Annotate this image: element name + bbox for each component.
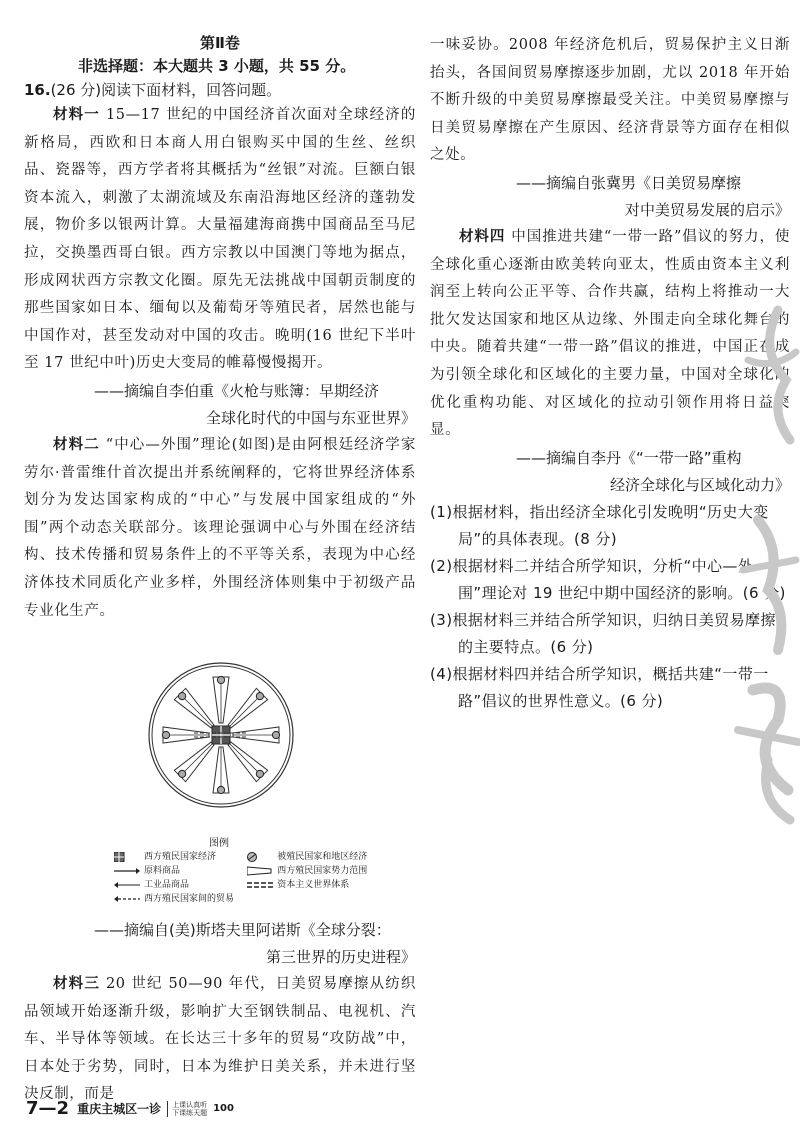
material-4-text: 中国推进共建“一带一路”倡议的努力，使全球化重心逐渐由欧美转向亚太，性质由资本主义利润至上转向公正平等、合作共赢，结构上将推动一大批欠发达国家和地区从边缘、外围走向全球化舞台的中央。随着共建“一带一路”倡议的推进，中国正在成为引领全球化和区域化的主要力量，中国对全球化的优化重构功能、对区域化的拉动引领作用将日益突显。	[430, 228, 790, 439]
colony-circle	[217, 786, 224, 793]
material-3-source-line1: ——摘编自张冀男《日美贸易摩擦	[516, 173, 742, 192]
material-1-text: 15—17 世纪的中国经济首次面对全球经济的新格局，西欧和日本商人用白银购买中国的生丝、丝织品、瓷器等，西方学者将其概括为“丝银”对流。巨额白银资本流入，刺激了太湖流域及东南沿海地区经济的蓬勃发展，物价多以银两计算。大量福建海商携中国商品至马尼拉，交换墨西哥白银。西方宗教以中国澳门等地为据点，形成网状西方宗教文化圈。原先无法挑战中国朝贡制度的那些国家如日本、缅甸以及葡萄牙等殖民者，居然也能与中国作对，甚至发动对中国的攻击。晚明(16 世纪下半叶至 17 世纪中叶)历史大变局的帷幕慢慢揭开。	[24, 107, 416, 372]
legend-item-sphere: 西方殖民国家势力范围	[247, 865, 416, 878]
wedge-icon	[247, 866, 273, 876]
legend-item-industrial: 工业品商品	[114, 879, 247, 892]
subquestion-4: (4)根据材料四并结合所学知识，概括共建“一带一路”倡议的世界性意义。(6 分)	[430, 664, 769, 710]
material-3	[24, 971, 416, 1109]
material-2-source-line2: 第三世界的历史进程》	[265, 948, 416, 967]
material-1-source-line1: ——摘编自李伯重《火枪与账簿：早期经济	[94, 381, 380, 400]
material-1	[24, 102, 416, 378]
page-number: 7—2	[26, 1098, 70, 1119]
subquestion-3: (3)根据材料三并结合所学知识，归纳日美贸易摩擦的主要特点。(6 分)	[430, 610, 776, 656]
footer-slogan: 上课认真听 下课练天题	[167, 1101, 207, 1117]
legend-item-colonized: 被殖民国家和地区经济	[247, 851, 416, 864]
material-1-label: 材料一	[53, 107, 100, 123]
arrow-icon	[114, 866, 140, 876]
goods-flow-line	[229, 744, 257, 772]
diagram-legend	[114, 837, 416, 917]
colony-circle	[272, 731, 279, 738]
dotted-arrow-icon	[114, 894, 140, 904]
material-3-text-left: 20 世纪 50—90 年代，日美贸易摩擦从纺织品领域开始逐渐升级，影响扩大至钢铁制品、电视机、汽车、半导体等领域。在长达三十多年的贸易“攻防战”中，日本处于劣势，同时，日本为维护日美关系，并未进行坚决反制，而是	[24, 976, 416, 1103]
material-4-source-line1: ——摘编自李丹《“一带一路”重构	[516, 448, 742, 467]
subquestion-1: (1)根据材料，指出经济全球化引发晚明“历史大变局”的具体表现。(8 分)	[430, 502, 769, 548]
material-2-text: “中心—外围”理论(如图)是由阿根廷经济学家劳尔·普雷维什首次提出并系统阐释的，它将世界经济体系划分为发达国家构成的“中心”与发展中国家组成的“外围”两个动态关联部分。该理论强调中心与外围在经济结构、技术传播和贸易条件上的不平等关系，表现为中心经济体技术同质化产业多样，外围经济体则集中于初级产品专业化生产。	[24, 436, 416, 619]
diagram-svg	[146, 637, 296, 837]
legend-item-system: 资本主义世界体系	[247, 879, 416, 892]
subquestion-2: (2)根据材料二并结合所学知识，分析“中心—外围”理论对 19 世纪中期中国经济的影响。(6 分)	[430, 556, 786, 602]
legend-item-western: 西方殖民国家经济	[114, 851, 247, 864]
colony-circle	[179, 693, 186, 700]
left-column	[24, 32, 416, 1109]
colony-circle	[179, 770, 186, 777]
thin-arrow-icon	[114, 880, 140, 890]
goods-flow-line	[184, 744, 212, 772]
material-2	[24, 432, 416, 625]
colony-circle	[256, 693, 263, 700]
hatched-circle-icon	[247, 852, 273, 862]
colony-circle	[162, 731, 169, 738]
section-title: 第Ⅱ卷	[200, 34, 240, 52]
question-number: 16.	[24, 81, 51, 99]
material-2-source-line1: ——摘编自(美)斯塔夫里阿诺斯《全球分裂：	[94, 921, 391, 940]
double-dash-icon	[247, 880, 273, 890]
question-line	[24, 78, 416, 102]
material-3-source	[430, 170, 790, 224]
brand-logo: 100	[213, 1103, 234, 1114]
material-4-source-line2: 经济全球化与区域化动力》	[609, 475, 790, 494]
goods-flow-line	[229, 698, 257, 726]
legend-item-raw: 原料商品	[114, 865, 247, 878]
legend-title: 图例	[209, 838, 229, 850]
material-2-label: 材料二	[53, 436, 100, 453]
material-3-source-line2: 对中美贸易发展的启示》	[624, 200, 790, 219]
colony-circle	[256, 770, 263, 777]
exam-name: 重庆主城区一诊	[77, 1102, 162, 1116]
material-3-continued: 一味妥协。2008 年经济危机后，贸易保护主义日渐抬头，各国间贸易摩擦逐步加剧，尤以 2018 年开始不断升级的中美贸易摩擦最受关注。中美贸易摩擦与日美贸易摩擦在产生原因、经济背景等方面存在相似之处。	[430, 37, 790, 164]
page-footer	[26, 1098, 234, 1119]
material-2-source	[24, 917, 416, 971]
legend-item-trade: 西方殖民国家间的贸易	[114, 893, 304, 906]
material-1-source	[24, 378, 416, 432]
colony-circle	[217, 676, 224, 683]
material-3-label: 材料三	[53, 976, 100, 993]
question-prompt: (26 分)阅读下面材料，回答问题。	[50, 81, 282, 99]
section-heading: 非选择题：本大题共 3 小题，共 55 分。	[78, 57, 356, 75]
calligraphy-watermark	[728, 290, 800, 830]
hatched-square-icon	[114, 852, 140, 862]
material-4-label: 材料四	[459, 228, 506, 245]
goods-flow-line	[184, 698, 212, 726]
material-1-source-line2: 全球化时代的中国与东亚世界》	[205, 408, 416, 427]
center-periphery-diagram	[24, 637, 416, 837]
